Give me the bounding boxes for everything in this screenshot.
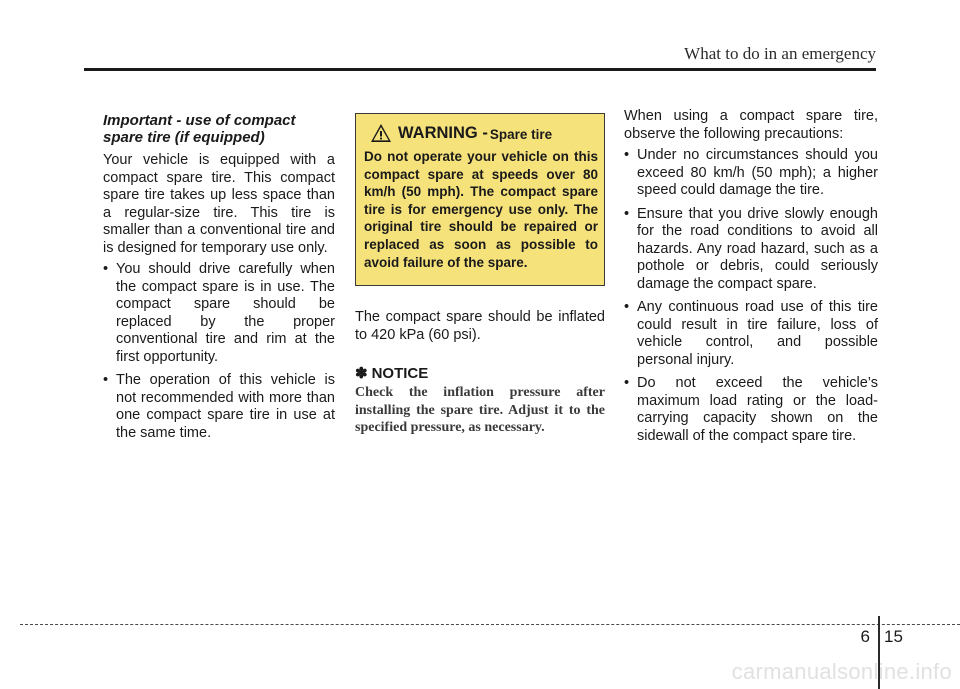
- warning-label: WARNING -: [398, 123, 488, 142]
- watermark: carmanualsonline.info: [731, 659, 952, 684]
- page-number: 15: [884, 627, 903, 646]
- list-item: • Under no circumstances should you exceed 80 km/h (50 mph); a higher speed could damage the tire.: [624, 147, 878, 200]
- inflation-paragraph: The compact spare should be inflated to 420 kPa (60 psi).: [355, 309, 605, 343]
- precautions-intro: When using a compact spare tire, observe the following precautions:: [624, 108, 878, 142]
- section-heading: Important - use of compact spare tire (if equipped): [103, 112, 296, 146]
- bullet-list-right: [624, 147, 878, 445]
- notice-asterisk-icon: ✽: [355, 365, 368, 382]
- warning-box: [355, 113, 605, 286]
- notice-text: Check the inflation pressure after installing the spare tire. Adjust it to the specified pressure, as necessary.: [355, 385, 605, 435]
- footer-rule: [20, 624, 960, 625]
- notice-title: NOTICE: [371, 364, 429, 382]
- notice-heading: [355, 364, 428, 382]
- column-left: [103, 108, 335, 448]
- list-item: • You should drive carefully when the compact spare is in use. The compact spare should be replaced by the proper conventional tire and rim at the first opportunity.: [103, 261, 335, 366]
- intro-paragraph: Your vehicle is equipped with a compact spare tire. This compact spare tire takes up less space than a regular-size tire. This tire is smaller than a conventional tire and is designed for temporary use only.: [103, 152, 335, 256]
- section-header-title: What to do in an emergency: [684, 44, 876, 63]
- warning-header: [364, 122, 598, 144]
- list-item: • Do not exceed the vehicle’s maximum load rating or the load-carrying capacity shown on the sidewall of the compact spare tire.: [624, 375, 878, 445]
- warning-triangle-icon: [370, 123, 392, 143]
- bullet-list-left: [103, 261, 335, 442]
- chapter-number: 6: [860, 627, 870, 646]
- list-item: • The operation of this vehicle is not recommended with more than one compact spare tire in use at the same time.: [103, 372, 335, 442]
- list-item: • Any continuous road use of this tire could result in tire failure, loss of vehicle control, and possible personal injury.: [624, 299, 878, 369]
- warning-body: Do not operate your vehicle on this compact spare at speeds over 80 km/h (50 mph). The compact spare tire is for emergency use only. The original tire should be repaired or replaced as soon as possible to avoid failure of the spare.: [364, 149, 598, 270]
- header-rule: [84, 68, 876, 71]
- column-right: [624, 108, 878, 451]
- warning-subject: Spare tire: [489, 126, 553, 142]
- list-item: • Ensure that you drive slowly enough for the road conditions to avoid all hazards. Any road hazard, such as a pothole or debris, could seriously damage the compact spare.: [624, 206, 878, 294]
